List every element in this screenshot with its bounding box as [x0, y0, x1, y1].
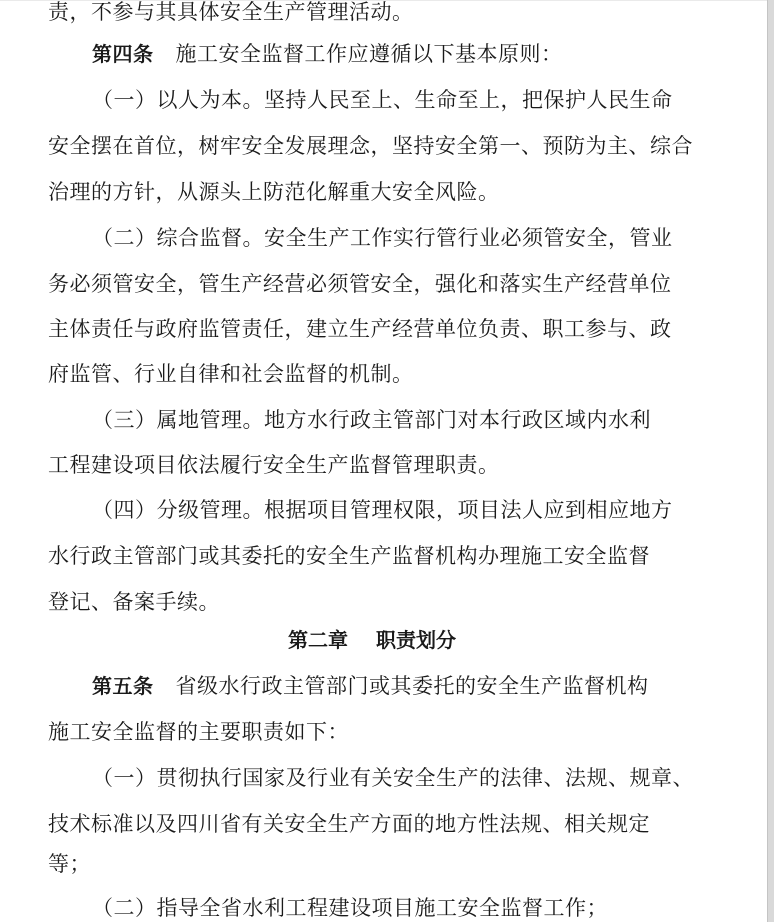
article4-label: 第四条 [92, 42, 154, 66]
article4-item4-line3: 登记、备案手续。 [48, 590, 220, 614]
chapter-heading [288, 628, 456, 652]
article5-item1-line2: 技术标准以及四川省有关安全生产方面的地方性法规、相关规定 [48, 812, 650, 836]
article5-item2-line1: （二）指导全省水利工程建设项目施工安全监督工作； [92, 896, 608, 920]
chapter-title: 职责划分 [376, 628, 456, 652]
article4-item1-line3: 治理的方针，从源头上防范化解重大安全风险。 [48, 180, 500, 204]
page-right-edge [767, 0, 774, 922]
top-fragment-line: 责，不参与其具体安全生产管理活动。 [48, 0, 414, 24]
article4-item3-line2: 工程建设项目依法履行安全生产监督管理职责。 [48, 453, 500, 477]
article5-item1-line1: （一）贯彻执行国家及行业有关安全生产的法律、法规、规章、 [92, 766, 694, 790]
article5-heading-text: 省级水行政主管部门或其委托的安全生产监督机构 [175, 674, 649, 698]
article4-item2-line3: 主体责任与政府监管责任，建立生产经营单位负责、职工参与、政 [48, 317, 672, 341]
article4-item2-line2: 务必须管安全，管生产经营必须管安全，强化和落实生产经营单位 [48, 272, 672, 296]
article4-item2-line4: 府监管、行业自律和社会监督的机制。 [48, 362, 414, 386]
article4-item4-line1: （四）分级管理。根据项目管理权限，项目法人应到相应地方 [92, 498, 673, 522]
article4-item1-line2: 安全摆在首位，树牢安全发展理念，坚持安全第一、预防为主、综合 [48, 134, 693, 158]
article5-heading [92, 674, 649, 698]
article4-item3-line1: （三）属地管理。地方水行政主管部门对本行政区域内水利 [92, 408, 651, 432]
article4-item4-line2: 水行政主管部门或其委托的安全生产监督机构办理施工安全监督 [48, 544, 650, 568]
article5-heading-line2: 施工安全监督的主要职责如下： [48, 720, 349, 744]
article5-label: 第五条 [92, 674, 154, 698]
article5-item1-line3: 等； [48, 852, 91, 876]
chapter-number: 第二章 [288, 628, 348, 652]
article4-heading-text: 施工安全监督工作应遵循以下基本原则： [175, 42, 563, 66]
article4-heading [92, 42, 563, 66]
article4-item2-line1: （二）综合监督。安全生产工作实行管行业必须管安全，管业 [92, 226, 673, 250]
article4-item1-line1: （一）以人为本。坚持人民至上、生命至上，把保护人民生命 [92, 88, 673, 112]
